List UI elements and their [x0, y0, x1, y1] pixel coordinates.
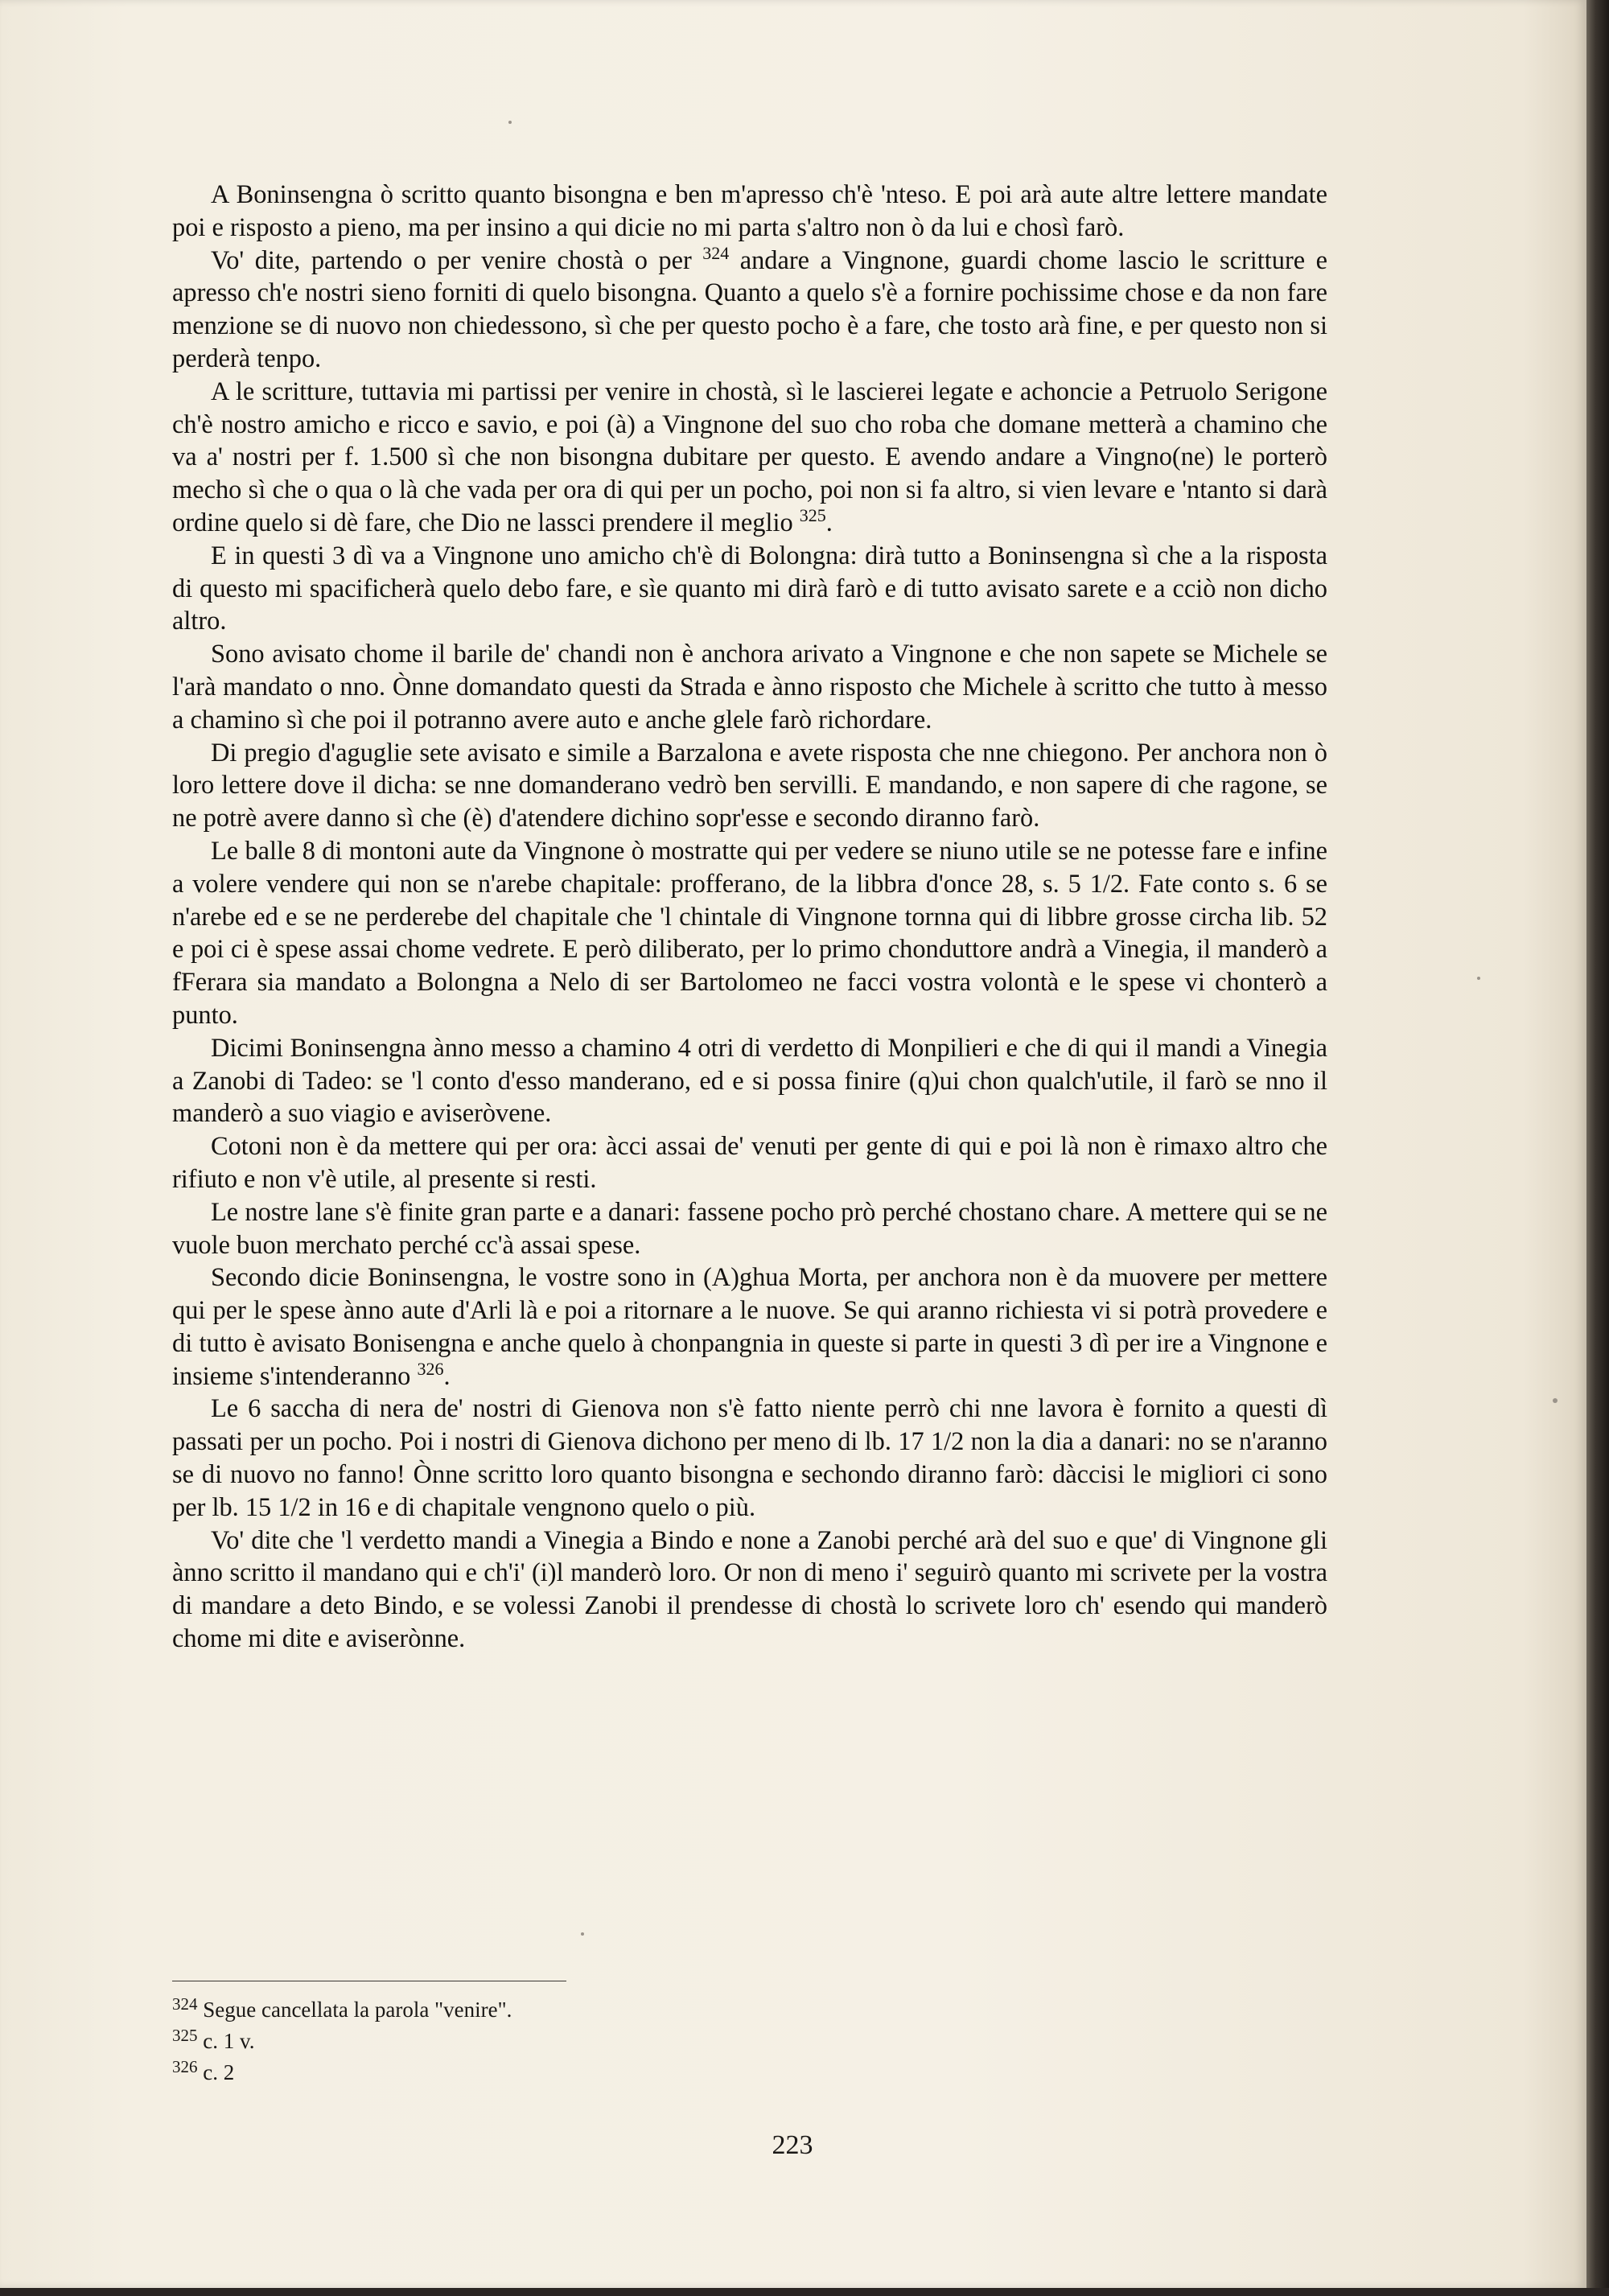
paragraph: E in questi 3 dì va a Vingnone uno amicho ch'è di Bolongna: dirà tutto a Boninsengna sì che a la risposta di questo mi spacificherà quelo debo fare, e sìe quanto mi dirà farò e di tutto avisato sarete e a cciò non dicho altro.: [172, 541, 1327, 636]
footnote: $^{326}$ c. 2: [172, 2057, 235, 2084]
paragraph: A le scritture, tuttavia mi partissi per venire in chostà, sì le lascierei legate e achoncie a Petruolo Serigone ch'è nostro amicho e ricco e savio, e poi (à) a Vingnone del suo cho roba che domane metterà a chamino che va a' nostri per f. 1.500 sì che non bisongna dubitare per questo. E avendo andare a Vingno(ne) le porterò mecho sì che o qua o là che vada per ora di qui per un pocho, poi non si fa altro, si vien levare e 'ntanto si darà ordine quelo si dè fare, che Dio ne lassci prendere il meglio $^{325}$.: [172, 376, 1327, 537]
paper-speck: [1553, 1398, 1558, 1403]
footnote-ref: 326: [417, 1358, 444, 1379]
page-number: 223: [772, 2130, 813, 2160]
paper-speck: [508, 121, 512, 124]
footnote-number: 326: [172, 2057, 198, 2076]
paragraph: Le nostre lane s'è finite gran parte e a danari: fassene pocho prò perché chostano chare. A mettere qui se ne vuole buon merchato perché cc'à assai spese.: [172, 1197, 1327, 1260]
paragraph: Cotoni non è da mettere qui per ora: àcci assai de' venuti per gente di qui e poi là non è rimaxo altro che rifiuto e non v'è utile, al presente si resti.: [172, 1132, 1327, 1194]
paper-speck: [1477, 977, 1480, 980]
paragraph: Secondo dicie Boninsengna, le vostre sono in (A)ghua Morta, per anchora non è da muovere per mettere qui per le spese ànno aute d'Arli là e poi a ritornare a le nuove. Se qui aranno richiesta vi si potrà provedere e di tutto è avisato Bonisengna e anche quelo à chonpangnia in queste si parte in questi 3 dì per ire a Vingnone e insieme s'intenderanno $^{326}$.: [172, 1263, 1327, 1391]
footnote-number: 324: [172, 1994, 198, 2014]
footnote: $^{324}$ Segue cancellata la parola "venire".: [172, 1994, 512, 2022]
paragraph: A Boninsengna ò scritto quanto bisongna e ben m'apresso ch'è 'nteso. E poi arà aute altre lettere mandate poi e risposto a pieno, ma per insino a qui dicie no mi parta s'altro non ò da lui e chosì farò.: [172, 180, 1327, 242]
paragraph: Di pregio d'aguglie sete avisato e simile a Barzalona e avete risposta che nne chiegono. Per anchora non ò loro lettere dove il dicha: se nne domanderano vedrò ben servilli. E mandando, e non sapere di che ragone, se ne potrè avere danno sì che (è) d'atendere dichino sopr'esse e secondo diranno farò.: [172, 738, 1327, 833]
paragraph: Le 6 saccha di nera de' nostri di Gienova non s'è fatto niente perrò chi nne lavora è fornito a questi dì passati per un pocho. Poi i nostri di Gienova dichono per meno di lb. 17 1/2 non la dia a danari: no se n'aranno se di nuovo no fanno! Ònne scritto loro quanto bisongna e sechondo diranno farò: dàccisi le migliori ci sono per lb. 15 1/2 in 16 e di chapitale vengnono quelo o più.: [172, 1394, 1327, 1522]
paragraph: Vo' dite che 'l verdetto mandi a Vinegia a Bindo e none a Zanobi perché arà del suo e que' di Vingnone gli ànno scritto il mandano qui e ch'i' (i)l manderò loro. Or non di meno i' seguirò quanto mi scrivete per la vostra di mandare a deto Bindo, e se volessi Zanobi il prendesse di chostà lo scrivete loro ch' esendo qui manderò chome mi dite e aviserònne.: [172, 1525, 1327, 1654]
paragraph: Sono avisato chome il barile de' chandi non è anchora arivato a Vingnone e che non sapete se Michele se l'arà mandato o nno. Ònne domandato questi da Strada e ànno risposto che Michele à scritto che tutto à messo a chamino sì che poi il potranno avere auto e anche glele farò richordare.: [172, 640, 1327, 734]
paragraph: Le balle 8 di montoni aute da Vingnone ò mostratte qui per vedere se niuno utile se ne potesse fare e infine a volere vendere qui non se n'arebe chapitale: profferano, de la libbra d'once 28, s. 5 1/2. Fate conto s. 6 se n'arebe ed e se ne perderebe del chapitale che 'l chintale di Vingnone tornna qui di libbre grosse circha lib. 52 e poi ci è spese assai chome vedrete. E però diliberato, per lo primo chonduttore andrà a Vinegia, il manderò a fFerara sia mandato a Bolongna a Nelo di ser Bartolomeo ne facci vostra volontà e le spese vi chonterò a punto.: [172, 836, 1327, 1030]
scan-border: [0, 2288, 1609, 2296]
main-text: [172, 179, 1327, 1656]
paragraph: Dicimi Boninsengna ànno messo a chamino 4 otri di verdetto di Monpilieri e che di qui il mandi a Vinegia a Zanobi di Tadeo: se 'l conto d'esso manderano, ed e si possa finire (q)ui chon qualch'utile, il farò se nno il manderò a suo viagio e aviseròvene.: [172, 1033, 1327, 1129]
book-spine-edge: [1586, 0, 1609, 2296]
footnotes: [172, 1995, 896, 2089]
footnote-ref: 325: [799, 504, 826, 525]
paper-speck: [581, 1932, 584, 1936]
footnote-ref: 324: [702, 242, 730, 263]
footnote: $^{325}$ c. 1 v.: [172, 2026, 255, 2053]
paragraph: Vo' dite, partendo o per venire chostà o per $^{324}$ andare a Vingnone, guardi chome lascio le scritture e apresso ch'e nostri sieno forniti di quelo bisongna. Quanto a quelo s'è a fornire pochissime chose e da non fare menzione se di nuovo non chiedessono, sì che per questo pocho è a fare, che tosto arà fine, e per questo non si perderà tenpo.: [172, 242, 1327, 373]
footnote-number: 325: [172, 2026, 198, 2045]
